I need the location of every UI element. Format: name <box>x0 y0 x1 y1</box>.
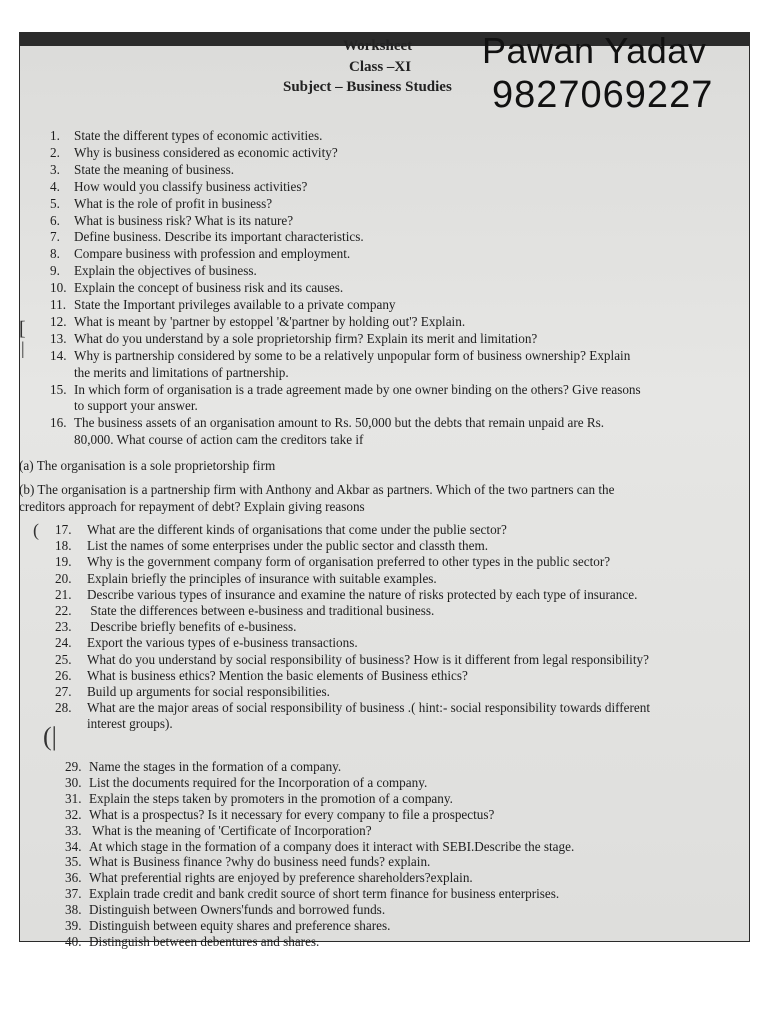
question-text: What is business risk? What is its nature? <box>74 212 294 228</box>
question-item <box>55 635 358 651</box>
question-number: 27. <box>55 684 72 699</box>
question-number: 19. <box>55 554 72 570</box>
question-text: Explain trade credit and bank credit source of short term finance for business enterprises. <box>89 886 560 902</box>
question-number: 2. <box>50 144 60 160</box>
question-item <box>65 918 390 934</box>
question-item <box>50 246 350 262</box>
question-number: 20. <box>55 570 72 586</box>
overlay-phone: 9827069227 <box>492 74 714 116</box>
question-text: What are the major areas of social responsibility of business .( hint:- social responsibility towards different <box>87 700 651 716</box>
question-text: State the meaning of business. <box>74 161 235 177</box>
question-item <box>55 571 437 587</box>
question-item <box>65 886 559 902</box>
question-item <box>55 522 507 538</box>
question-text: What is a prospectus? Is it necessary for every company to file a prospectus? <box>89 806 495 822</box>
question-number: 24. <box>55 635 72 651</box>
question-item <box>50 179 307 195</box>
question-number: 11. <box>50 297 66 312</box>
question-item <box>50 196 272 212</box>
margin-bracket-mark: ( <box>33 520 39 540</box>
question-number: 21. <box>55 586 72 602</box>
question-number: 38. <box>65 902 82 918</box>
question-text: Why is partnership considered by some to be a relatively unpopular form of business ownership? Explain <box>74 347 631 363</box>
question-text: List the names of some enterprises under the public sector and classth them. <box>87 538 489 554</box>
question-text: Explain the steps taken by promoters in the promotion of a company. <box>89 790 453 806</box>
question-text: Build up arguments for social responsibilities. <box>87 684 330 699</box>
question-text: Define business. Describe its important characteristics. <box>74 229 364 245</box>
question-number: 12. <box>50 313 67 329</box>
question-number: 22. <box>55 603 72 618</box>
question-number: 32. <box>65 806 82 822</box>
question-number: 26. <box>55 667 72 683</box>
question-text: What do you understand by social responsibility of business? How is it different from legal responsibility? <box>87 651 649 667</box>
question-text: What is business ethics? Mention the basic elements of Business ethics? <box>87 667 468 683</box>
question-text: Name the stages in the formation of a company. <box>89 759 342 774</box>
question-number: 36. <box>65 870 82 886</box>
question-number: 1. <box>50 128 60 143</box>
question-text: The business assets of an organisation amount to Rs. 50,000 but the debts that remain unpaid are Rs. <box>74 415 605 431</box>
question-text: What is meant by 'partner by estoppel '&'partner by holding out'? Explain. <box>74 313 466 329</box>
question-item <box>50 314 465 330</box>
question-number: 31. <box>65 790 82 806</box>
question-number: 6. <box>50 212 60 228</box>
question-item <box>65 823 372 839</box>
question-text: At which stage in the formation of a company does it interact with SEBI.Describe the stage. <box>89 838 575 854</box>
question-number: 4. <box>50 178 60 194</box>
question-item <box>50 213 293 229</box>
question-item <box>65 870 473 886</box>
margin-bracket-mark: | <box>21 338 25 358</box>
question-item <box>50 331 537 347</box>
question-number: 9. <box>50 263 60 279</box>
question-item <box>55 603 434 619</box>
question-item <box>50 280 343 296</box>
question-text: What do you understand by a sole proprietorship firm? Explain its merit and limitation? <box>74 330 538 346</box>
question-item <box>55 554 610 570</box>
question-text: Explain the objectives of business. <box>74 263 257 279</box>
question-number: 30. <box>65 774 82 790</box>
question-number: 33. <box>65 822 82 838</box>
question-text: What is the meaning of 'Certificate of Incorporation? <box>89 822 372 838</box>
question-item <box>65 791 453 807</box>
question-item <box>50 145 338 161</box>
question-item <box>65 854 430 870</box>
worksheet-title: Worksheet <box>343 38 413 54</box>
case-b-line2: creditors approach for repayment of debt? Explain giving reasons <box>19 499 365 514</box>
question-number: 28. <box>55 700 72 716</box>
question-text: Compare business with profession and employment. <box>74 246 351 262</box>
question-number: 8. <box>50 246 60 262</box>
question-text: Explain briefly the principles of insurance with suitable examples. <box>87 570 437 586</box>
overlay-name: Pawan Yadav <box>482 30 707 71</box>
question-item <box>65 839 574 855</box>
question-number: 14. <box>50 347 67 363</box>
question-item <box>50 128 322 144</box>
question-item <box>50 229 364 245</box>
question-continuation: interest groups). <box>87 716 173 732</box>
question-item <box>55 538 488 554</box>
question-text: State the differences between e-business and traditional business. <box>87 603 435 618</box>
question-item <box>50 297 396 313</box>
question-item <box>65 759 341 775</box>
question-item <box>50 263 257 279</box>
question-continuation: 80,000. What course of action cam the creditors take if <box>74 432 364 448</box>
question-text: State the different types of economic activities. <box>74 128 323 143</box>
question-item <box>50 415 604 431</box>
question-number: 17. <box>55 522 72 537</box>
question-number: 35. <box>65 854 82 870</box>
question-number: 3. <box>50 161 60 177</box>
question-number: 34. <box>65 838 82 854</box>
case-b-line1: (b) The organisation is a partnership firm with Anthony and Akbar as partners. Which of the two partners can the <box>19 482 615 497</box>
margin-bracket-mark: (| <box>43 722 57 751</box>
question-item <box>55 684 330 700</box>
question-text: Export the various types of e-business transactions. <box>87 635 358 651</box>
case-a: (a) The organisation is a sole proprietorship firm <box>19 458 276 473</box>
question-item <box>65 934 319 950</box>
question-item <box>65 902 385 918</box>
question-continuation: the merits and limitations of partnership. <box>74 364 289 380</box>
question-text: List the documents required for the Incorporation of a company. <box>89 774 428 790</box>
question-text: Why is business considered as economic activity? <box>74 144 338 160</box>
question-number: 15. <box>50 381 67 397</box>
question-item <box>55 700 650 716</box>
question-number: 23. <box>55 619 72 635</box>
question-item <box>50 348 630 364</box>
subject-label: Subject – Business Studies <box>283 79 452 95</box>
question-item <box>50 162 234 178</box>
question-item <box>55 652 649 668</box>
question-number: 39. <box>65 918 82 933</box>
question-number: 29. <box>65 759 82 774</box>
question-text: What is the role of profit in business? <box>74 195 273 211</box>
question-continuation: to support your answer. <box>74 398 198 414</box>
question-item <box>55 619 296 635</box>
question-text: Distinguish between equity shares and preference shares. <box>89 918 391 933</box>
question-text: In which form of organisation is a trade agreement made by one owner binding on the others? Give reasons <box>74 381 641 397</box>
question-number: 10. <box>50 280 67 296</box>
question-text: Explain the concept of business risk and its causes. <box>74 280 344 296</box>
question-text: Why is the government company form of organisation preferred to other types in the public sector? <box>87 554 611 570</box>
question-number: 25. <box>55 651 72 667</box>
question-item <box>65 807 494 823</box>
worksheet-header <box>19 32 750 122</box>
question-text: What are the different kinds of organisations that come under the publie sector? <box>87 522 507 537</box>
question-item <box>55 587 637 603</box>
question-text: What is Business finance ?why do business need funds? explain. <box>89 854 431 870</box>
question-number: 16. <box>50 415 67 431</box>
class-label: Class –XI <box>349 59 412 75</box>
question-text: How would you classify business activities? <box>74 178 308 194</box>
question-item <box>50 382 641 398</box>
margin-bracket-mark: [ <box>19 318 26 340</box>
question-text: Distinguish between debentures and shares. <box>89 933 320 949</box>
question-text: Describe various types of insurance and examine the nature of risks protected by each type of insurance. <box>87 586 638 602</box>
question-number: 18. <box>55 538 72 554</box>
question-text: Describe briefly benefits of e-business. <box>87 619 297 635</box>
question-number: 40. <box>65 933 82 949</box>
worksheet-photo <box>19 30 750 949</box>
question-number: 7. <box>50 229 60 245</box>
question-item <box>55 668 468 684</box>
question-text: What preferential rights are enjoyed by preference shareholders?explain. <box>89 870 473 886</box>
question-number: 5. <box>50 195 60 211</box>
question-number: 13. <box>50 330 67 346</box>
question-text: State the Important privileges available to a private company <box>74 297 396 312</box>
question-text: Distinguish between Owners'funds and borrowed funds. <box>89 902 386 918</box>
question-item <box>65 775 427 791</box>
question-number: 37. <box>65 886 82 902</box>
